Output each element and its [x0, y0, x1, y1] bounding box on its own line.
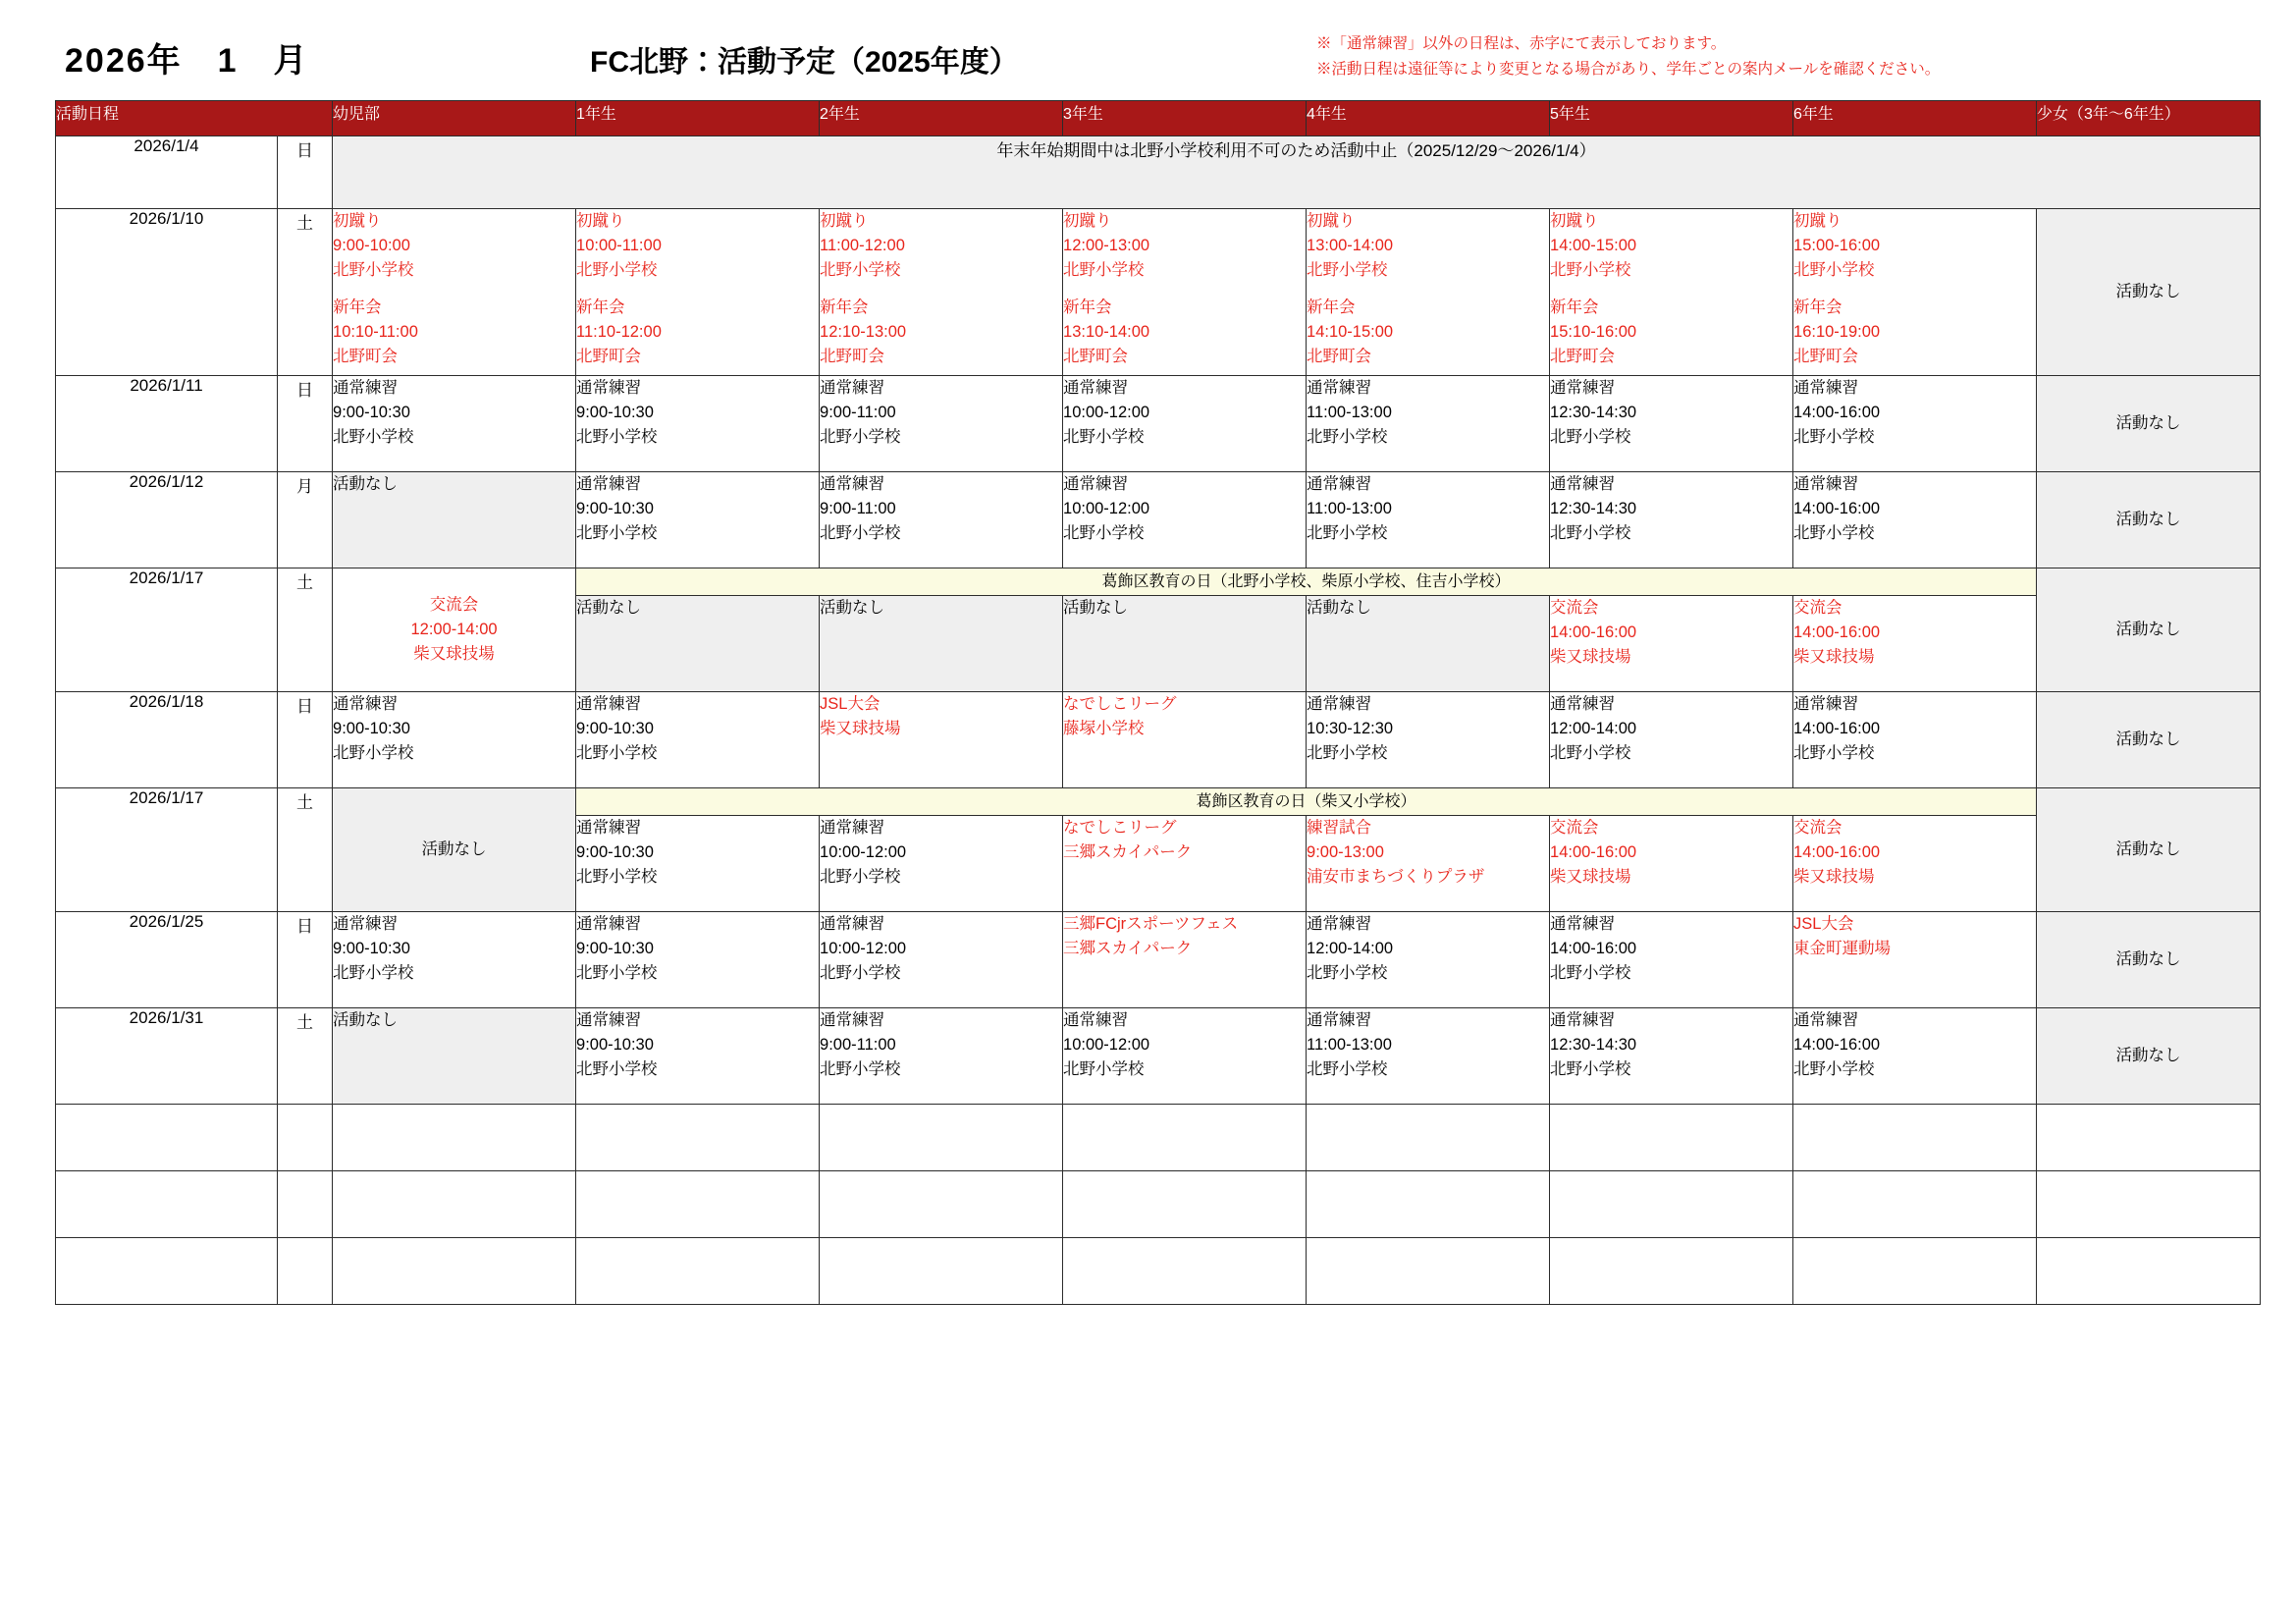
- row-dayofweek: 土: [278, 788, 333, 912]
- cell-grade1: 通常練習 9:00-10:30 北野小学校: [576, 912, 820, 1008]
- table-row: [56, 692, 2261, 788]
- empty-cell: [1793, 1238, 2037, 1305]
- cell-grade3: 通常練習 10:00-12:00 北野小学校: [1063, 376, 1307, 472]
- cell-grade6: JSL大会 東金町運動場: [1793, 912, 2037, 1008]
- empty-cell: [333, 1238, 576, 1305]
- table-row: [56, 376, 2261, 472]
- cell-grade1: 通常練習 9:00-10:30 北野小学校: [576, 376, 820, 472]
- cell-girls: 活動なし: [2037, 912, 2261, 1008]
- cell-grade1: 通常練習 9:00-10:30 北野小学校: [576, 692, 820, 788]
- row-dayofweek: 月: [278, 472, 333, 568]
- row-dayofweek: 日: [278, 376, 333, 472]
- education-day-banner: 葛飾区教育の日（柴又小学校）: [576, 788, 2037, 816]
- cell-grade3: 通常練習 10:00-12:00 北野小学校: [1063, 1008, 1307, 1105]
- header-notes: [1316, 31, 1940, 81]
- cell-grade5: 交流会 14:00-16:00 柴又球技場: [1550, 596, 1793, 692]
- table-row: [56, 1171, 2261, 1238]
- empty-cell: [576, 1171, 820, 1238]
- row-dayofweek: 日: [278, 692, 333, 788]
- empty-cell: [1307, 1238, 1550, 1305]
- empty-cell: [1550, 1105, 1793, 1171]
- column-header-kindergarten: 幼児部: [333, 101, 576, 136]
- cell-grade4: 通常練習 10:30-12:30 北野小学校: [1307, 692, 1550, 788]
- cell-kindergarten: 通常練習 9:00-10:30 北野小学校: [333, 692, 576, 788]
- table-body: [56, 136, 2261, 1305]
- cell-grade2: 通常練習 9:00-11:00 北野小学校: [820, 1008, 1063, 1105]
- empty-cell: [1550, 1238, 1793, 1305]
- table-row: [56, 136, 2261, 209]
- table-row: [56, 209, 2261, 376]
- empty-cell: [2037, 1105, 2261, 1171]
- cell-kindergarten: 初蹴り 9:00-10:00 北野小学校 新年会 10:10-11:00 北野町会: [333, 209, 576, 376]
- empty-cell: [333, 1171, 576, 1238]
- empty-cell: [2037, 1171, 2261, 1238]
- cell-grade4: 通常練習 11:00-13:00 北野小学校: [1307, 1008, 1550, 1105]
- empty-cell: [1793, 1171, 2037, 1238]
- row-date: 2026/1/17: [56, 788, 278, 912]
- cell-girls: 活動なし: [2037, 209, 2261, 376]
- cell-kindergarten: 活動なし: [333, 1008, 576, 1105]
- empty-cell: [56, 1105, 278, 1171]
- cell-grade2: 通常練習 10:00-12:00 北野小学校: [820, 912, 1063, 1008]
- cell-kindergarten: 通常練習 9:00-10:30 北野小学校: [333, 912, 576, 1008]
- column-header-grade5: 5年生: [1550, 101, 1793, 136]
- row-date: 2026/1/10: [56, 209, 278, 376]
- empty-cell: [1307, 1171, 1550, 1238]
- note-line-1: ※「通常練習」以外の日程は、赤字にて表示しております。: [1316, 35, 1727, 52]
- cell-grade2: 初蹴り 11:00-12:00 北野小学校 新年会 12:10-13:00 北野町会: [820, 209, 1063, 376]
- cell-kindergarten: 活動なし: [333, 472, 576, 568]
- cell-grade1: 初蹴り 10:00-11:00 北野小学校 新年会 11:10-12:00 北野町会: [576, 209, 820, 376]
- row-notice: 年末年始期間中は北野小学校利用不可のため活動中止（2025/12/29～2026/1/4）: [333, 136, 2261, 209]
- cell-grade5: 通常練習 12:30-14:30 北野小学校: [1550, 1008, 1793, 1105]
- cell-kindergarten: 交流会 12:00-14:00 柴又球技場: [333, 568, 576, 692]
- cell-grade3: なでしこリーグ 藤塚小学校: [1063, 692, 1307, 788]
- empty-cell: [820, 1238, 1063, 1305]
- cell-grade2: 通常練習 10:00-12:00 北野小学校: [820, 816, 1063, 912]
- column-header-grade2: 2年生: [820, 101, 1063, 136]
- row-date: 2026/1/11: [56, 376, 278, 472]
- empty-cell: [1307, 1105, 1550, 1171]
- table-row: [56, 912, 2261, 1008]
- cell-grade1: 活動なし: [576, 596, 820, 692]
- table-row: [56, 1238, 2261, 1305]
- empty-cell: [576, 1238, 820, 1305]
- cell-grade4: 通常練習 11:00-13:00 北野小学校: [1307, 376, 1550, 472]
- empty-cell: [278, 1105, 333, 1171]
- empty-cell: [820, 1171, 1063, 1238]
- cell-grade6: 通常練習 14:00-16:00 北野小学校: [1793, 692, 2037, 788]
- cell-grade3: 通常練習 10:00-12:00 北野小学校: [1063, 472, 1307, 568]
- cell-girls: 活動なし: [2037, 788, 2261, 912]
- cell-grade6: 通常練習 14:00-16:00 北野小学校: [1793, 1008, 2037, 1105]
- cell-grade4: 初蹴り 13:00-14:00 北野小学校 新年会 14:10-15:00 北野町会: [1307, 209, 1550, 376]
- table-row: [56, 788, 2261, 816]
- cell-grade6: 交流会 14:00-16:00 柴又球技場: [1793, 596, 2037, 692]
- cell-grade3: なでしこリーグ 三郷スカイパーク: [1063, 816, 1307, 912]
- cell-grade3: 三郷FCjrスポーツフェス 三郷スカイパーク: [1063, 912, 1307, 1008]
- empty-cell: [1550, 1171, 1793, 1238]
- table-row: [56, 1105, 2261, 1171]
- empty-cell: [1063, 1171, 1307, 1238]
- row-dayofweek: 土: [278, 568, 333, 692]
- cell-kindergarten: 通常練習 9:00-10:30 北野小学校: [333, 376, 576, 472]
- row-dayofweek: 日: [278, 136, 333, 209]
- cell-kindergarten: 活動なし: [333, 788, 576, 912]
- document-header: [55, 26, 2241, 94]
- cell-grade1: 通常練習 9:00-10:30 北野小学校: [576, 472, 820, 568]
- empty-cell: [56, 1238, 278, 1305]
- table-row: [56, 1008, 2261, 1105]
- cell-grade2: 活動なし: [820, 596, 1063, 692]
- row-date: 2026/1/18: [56, 692, 278, 788]
- table-row: [56, 472, 2261, 568]
- column-header-grade3: 3年生: [1063, 101, 1307, 136]
- column-header-grade4: 4年生: [1307, 101, 1550, 136]
- cell-grade5: 交流会 14:00-16:00 柴又球技場: [1550, 816, 1793, 912]
- cell-grade2: JSL大会 柴又球技場: [820, 692, 1063, 788]
- row-dayofweek: 日: [278, 912, 333, 1008]
- cell-grade2: 通常練習 9:00-11:00 北野小学校: [820, 376, 1063, 472]
- cell-grade3: 初蹴り 12:00-13:00 北野小学校 新年会 13:10-14:00 北野町会: [1063, 209, 1307, 376]
- page-title: FC北野：活動予定（2025年度）: [590, 46, 1019, 79]
- cell-grade1: 通常練習 9:00-10:30 北野小学校: [576, 1008, 820, 1105]
- row-dayofweek: 土: [278, 209, 333, 376]
- cell-grade5: 通常練習 12:00-14:00 北野小学校: [1550, 692, 1793, 788]
- table-row: [56, 568, 2261, 596]
- schedule-table: [55, 100, 2261, 1305]
- empty-cell: [1793, 1105, 2037, 1171]
- cell-grade4: 活動なし: [1307, 596, 1550, 692]
- cell-grade6: 初蹴り 15:00-16:00 北野小学校 新年会 16:10-19:00 北野町会: [1793, 209, 2037, 376]
- cell-grade4: 練習試合 9:00-13:00 浦安市まちづくりプラザ: [1307, 816, 1550, 912]
- empty-cell: [2037, 1238, 2261, 1305]
- column-header-date: 活動日程: [56, 101, 333, 136]
- empty-cell: [1063, 1238, 1307, 1305]
- month-label: 2026年 1 月: [65, 42, 309, 80]
- row-date: 2026/1/4: [56, 136, 278, 209]
- cell-grade2: 通常練習 9:00-11:00 北野小学校: [820, 472, 1063, 568]
- cell-grade4: 通常練習 12:00-14:00 北野小学校: [1307, 912, 1550, 1008]
- cell-grade6: 通常練習 14:00-16:00 北野小学校: [1793, 472, 2037, 568]
- cell-grade4: 通常練習 11:00-13:00 北野小学校: [1307, 472, 1550, 568]
- cell-girls: 活動なし: [2037, 568, 2261, 692]
- empty-cell: [576, 1105, 820, 1171]
- cell-grade5: 初蹴り 14:00-15:00 北野小学校 新年会 15:10-16:00 北野町会: [1550, 209, 1793, 376]
- note-line-2: ※活動日程は遠征等により変更となる場合があり、学年ごとの案内メールを確認ください。: [1316, 60, 1941, 78]
- education-day-banner: 葛飾区教育の日（北野小学校、柴原小学校、住吉小学校）: [576, 568, 2037, 596]
- cell-girls: 活動なし: [2037, 376, 2261, 472]
- empty-cell: [1063, 1105, 1307, 1171]
- row-date: 2026/1/31: [56, 1008, 278, 1105]
- empty-cell: [820, 1105, 1063, 1171]
- cell-grade6: 交流会 14:00-16:00 柴又球技場: [1793, 816, 2037, 912]
- empty-cell: [278, 1238, 333, 1305]
- cell-grade3: 活動なし: [1063, 596, 1307, 692]
- column-header-grade1: 1年生: [576, 101, 820, 136]
- cell-grade5: 通常練習 12:30-14:30 北野小学校: [1550, 472, 1793, 568]
- cell-grade6: 通常練習 14:00-16:00 北野小学校: [1793, 376, 2037, 472]
- cell-girls: 活動なし: [2037, 692, 2261, 788]
- column-header-grade6: 6年生: [1793, 101, 2037, 136]
- row-dayofweek: 土: [278, 1008, 333, 1105]
- row-date: 2026/1/12: [56, 472, 278, 568]
- cell-grade5: 通常練習 14:00-16:00 北野小学校: [1550, 912, 1793, 1008]
- row-date: 2026/1/25: [56, 912, 278, 1008]
- empty-cell: [56, 1171, 278, 1238]
- cell-grade5: 通常練習 12:30-14:30 北野小学校: [1550, 376, 1793, 472]
- column-header-girls: 少女（3年～6年生）: [2037, 101, 2261, 136]
- row-date: 2026/1/17: [56, 568, 278, 692]
- empty-cell: [333, 1105, 576, 1171]
- cell-girls: 活動なし: [2037, 472, 2261, 568]
- cell-girls: 活動なし: [2037, 1008, 2261, 1105]
- empty-cell: [278, 1171, 333, 1238]
- table-header-row: [56, 101, 2261, 136]
- cell-grade1: 通常練習 9:00-10:30 北野小学校: [576, 816, 820, 912]
